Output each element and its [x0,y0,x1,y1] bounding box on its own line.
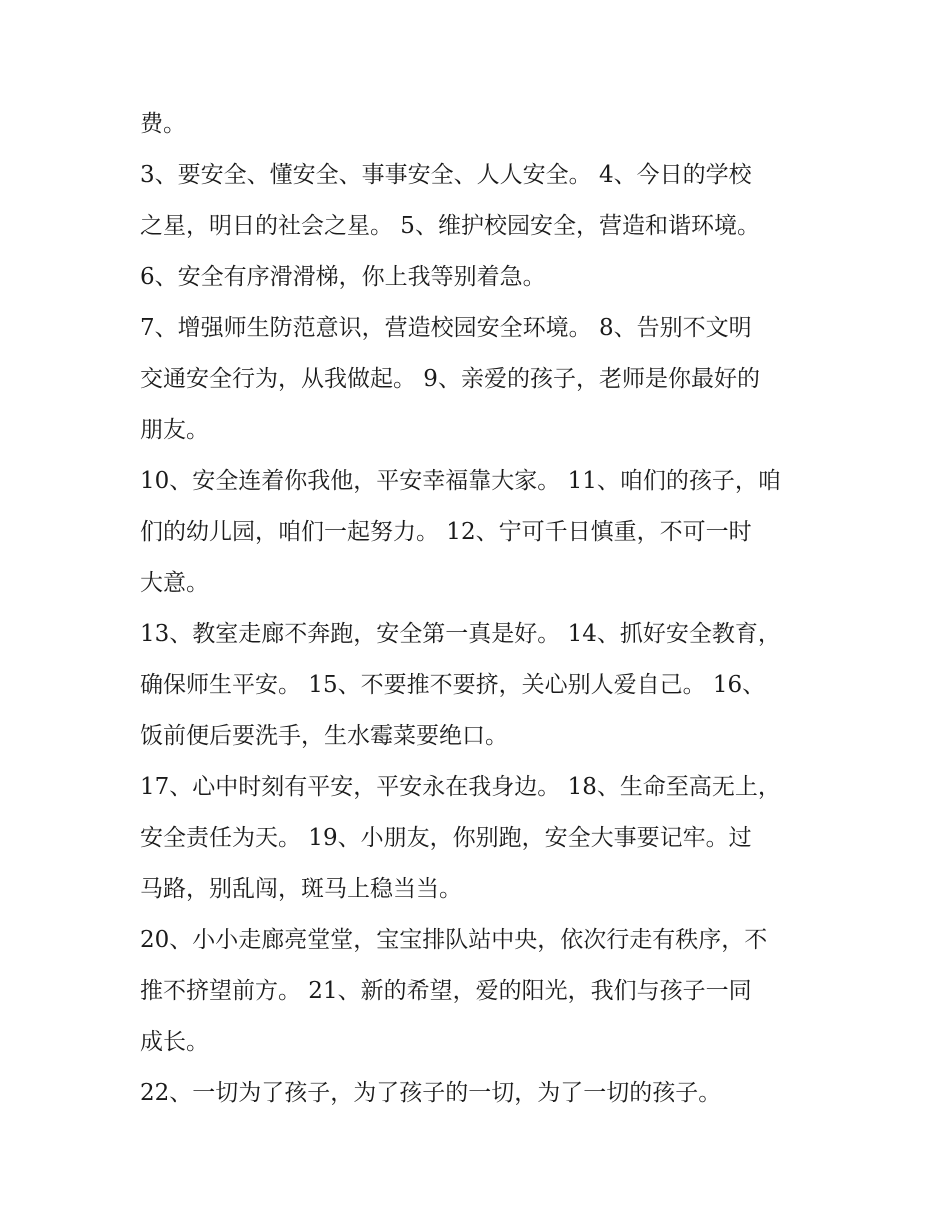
text-line: 17、心中时刻有平安，平安永在我身边。 18、生命至高无上， [140,774,781,800]
text-line: 7、增强师生防范意识，营造校园安全环境。 8、告别不文明 [140,315,752,341]
text-line: 费。 [140,111,186,137]
text-line: 安全责任为天。 19、小朋友，你别跑，安全大事要记牢。过 [140,825,752,851]
text-line: 22、一切为了孩子，为了孩子的一切，为了一切的孩子。 [140,1080,722,1106]
text-line: 马路，别乱闯，斑马上稳当当。 [140,876,462,902]
text-line: 6、安全有序滑滑梯，你上我等别着急。 [140,264,546,290]
text-line: 们的幼儿园，咱们一起努力。 12、宁可千日慎重，不可一时 [140,519,752,545]
text-line: 3、要安全、懂安全、事事安全、人人安全。 4、今日的学校 [140,162,752,188]
text-line: 推不挤望前方。 21、新的希望，爱的阳光，我们与孩子一同 [140,978,752,1004]
text-line: 10、安全连着你我他，平安幸福靠大家。 11、咱们的孩子，咱 [140,468,781,494]
text-line: 之星，明日的社会之星。 5、维护校园安全，营造和谐环境。 [140,213,760,239]
text-line: 20、小小走廊亮堂堂，宝宝排队站中央，依次行走有秩序，不 [140,927,768,953]
text-line: 确保师生平安。 15、不要推不要挤，关心别人爱自己。 16、 [140,672,766,698]
text-line: 交通安全行为，从我做起。 9、亲爱的孩子，老师是你最好的 [140,366,760,392]
text-line: 大意。 [140,570,209,596]
text-line: 成长。 [140,1029,209,1055]
text-line: 13、教室走廊不奔跑，安全第一真是好。 14、抓好安全教育， [140,621,781,647]
text-line: 饭前便后要洗手，生水霉菜要绝口。 [140,723,508,749]
text-line: 朋友。 [140,417,209,443]
